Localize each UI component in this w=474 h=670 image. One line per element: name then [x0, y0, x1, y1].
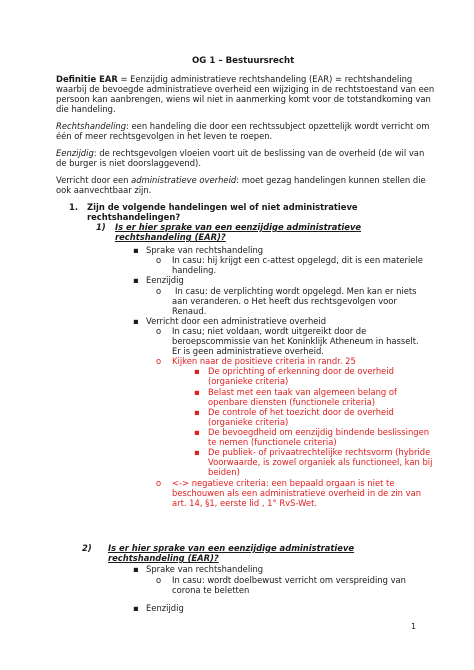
criteria-marker: ▪: [194, 447, 200, 457]
sub1-line-1: Is er hier sprake van een eenzijdige administratieve: [115, 222, 362, 232]
definition-term: Definitie EAR: [56, 74, 118, 84]
criterion-4a: De bevoegdheid om eenzijdig bindende beslissingen: [208, 427, 430, 437]
circle-marker: o: [156, 286, 162, 296]
criterion-1b: (organieke criteria): [208, 376, 289, 386]
criterion-2b: openbare diensten (functionele criteria): [208, 397, 376, 407]
definition-line-1: [56, 74, 412, 85]
definition-text: = Eenzijdig administratieve rechtshandeling (EAR) = rechtshandeling: [117, 74, 413, 84]
verricht-term: administratieve overheid: [131, 175, 237, 185]
criterion-5b: Voorwaarde, is zowel organiek als functioneel, kan bij: [208, 457, 433, 467]
bullet2-rechtshandeling: Sprake van rechtshandeling: [146, 564, 264, 574]
bullet-rechtshandeling: Sprake van rechtshandeling: [146, 245, 264, 255]
bullet-casu-2c: Renaud.: [172, 306, 207, 316]
verricht-line-1: [56, 175, 426, 186]
eenzijdig-text: : de rechtsgevolgen vloeien voort uit de beslissing van de overheid (de wil van: [93, 148, 425, 158]
criterion-5c: beiden): [208, 467, 240, 477]
bullet2-casu-1: In casu: wordt doelbewust verricht om verspreiding van: [172, 575, 406, 585]
rechtshandeling-line-2: één of meer rechtsgevolgen in het leven te roepen.: [56, 131, 273, 141]
verricht-line-2: ook aanvechtbaar zijn.: [56, 185, 152, 195]
negative-criteria-line-2: beschouwen als een administratieve overheid in de zin van: [172, 488, 422, 498]
question-line-2: rechtshandelingen?: [87, 212, 181, 222]
bullet-casu-1: In casu: hij krijgt een c-attest opgelegd, dit is een materiele: [172, 255, 423, 265]
bullet2-eenzijdig: Eenzijdig: [146, 603, 184, 613]
circle-marker: o: [156, 356, 162, 366]
criterion-1a: De oprichting of erkenning door de overheid: [208, 366, 394, 376]
criterion-5a: De publiek- of privaatrechtelijke rechtsvorm (hybride: [208, 447, 431, 457]
page-number: 1: [411, 622, 417, 631]
rechtshandeling-line-1: [56, 121, 429, 132]
page-title: OG 1 – Bestuursrecht: [192, 56, 295, 66]
bullet-casu-3b: beroepscommissie van het Koninklijk Atheneum in hasselt.: [172, 336, 419, 346]
definition-line-2: waarbij de bevoegde administratieve overheid een wijziging in de rechtstoestand van een: [56, 84, 435, 94]
criterion-4b: te nemen (functionele criteria): [208, 437, 337, 447]
sub1-line-2: rechtshandeling (EAR)?: [115, 232, 226, 242]
bullet-marker: ▪: [133, 603, 139, 613]
bullet-marker: ▪: [133, 275, 139, 285]
definition-line-3: persoon kan aanbrengen, wiens wil niet in aanmerking komt voor de totstandkoming van: [56, 94, 431, 104]
bullet-marker: ▪: [133, 316, 139, 326]
criteria-marker: ▪: [194, 427, 200, 437]
bullet-casu-3: In casu; niet voldaan, wordt uitgereikt door de: [172, 326, 367, 336]
eenzijdig-term: Eenzijdig: [56, 148, 94, 158]
criteria-marker: ▪: [194, 387, 200, 397]
criterion-3b: (organieke criteria): [208, 417, 289, 427]
verricht-text: : moet gezag handelingen kunnen stellen die: [236, 175, 426, 185]
bullet2-casu-1b: corona te beletten: [172, 585, 250, 595]
criteria-marker: ▪: [194, 407, 200, 417]
bullet-casu-2: In casu: de verplichting wordt opgelegd. Men kan er niets: [175, 286, 417, 296]
definition-line-4: die handeling.: [56, 104, 116, 114]
criteria-marker: ▪: [194, 366, 200, 376]
negative-criteria-line-3: art. 14, §1, eerste lid , 1° RvS-Wet.: [172, 498, 318, 508]
bullet-eenzijdig: Eenzijdig: [146, 275, 184, 285]
bullet-casu-2b: aan veranderen. o Het heeft dus rechtsgevolgen voor: [172, 296, 397, 306]
positive-criteria-heading: Kijken naar de positieve criteria in randr. 25: [172, 356, 356, 366]
criterion-3a: De controle of het toezicht door de overheid: [208, 407, 394, 417]
bullet-marker: ▪: [133, 564, 139, 574]
criterion-2a: Belast met een taak van algemeen belang of: [208, 387, 397, 397]
circle-marker: o: [156, 326, 162, 336]
rechtshandeling-text: : een handeling die door een rechtssubject opzettelijk wordt verricht om: [126, 121, 430, 131]
eenzijdig-line-2: de burger is niet doorslaggevend).: [56, 158, 201, 168]
bullet-casu-3c: Er is geen administratieve overheid.: [172, 346, 324, 356]
bullet-casu-1b: handeling.: [172, 265, 217, 275]
sub2-number: 2): [82, 543, 92, 553]
circle-marker: o: [156, 255, 162, 265]
sub2-line-2: rechtshandeling (EAR)?: [108, 553, 219, 563]
negative-criteria-line-1: <-> negatieve criteria: een bepaald orgaan is niet te: [172, 478, 395, 488]
circle-marker: o: [156, 575, 162, 585]
question-number: 1.: [69, 202, 79, 212]
circle-marker: o: [156, 478, 162, 488]
verricht-prefix: Verricht door een: [56, 175, 132, 185]
bullet-verricht: Verricht door een administratieve overheid: [146, 316, 327, 326]
question-line-1: Zijn de volgende handelingen wel of niet administratieve: [87, 202, 358, 212]
sub2-line-1: Is er hier sprake van een eenzijdige administratieve: [108, 543, 355, 553]
sub1-number: 1): [96, 222, 106, 232]
eenzijdig-line-1: [56, 148, 424, 159]
rechtshandeling-term: Rechtshandeling: [56, 121, 127, 131]
bullet-marker: ▪: [133, 245, 139, 255]
